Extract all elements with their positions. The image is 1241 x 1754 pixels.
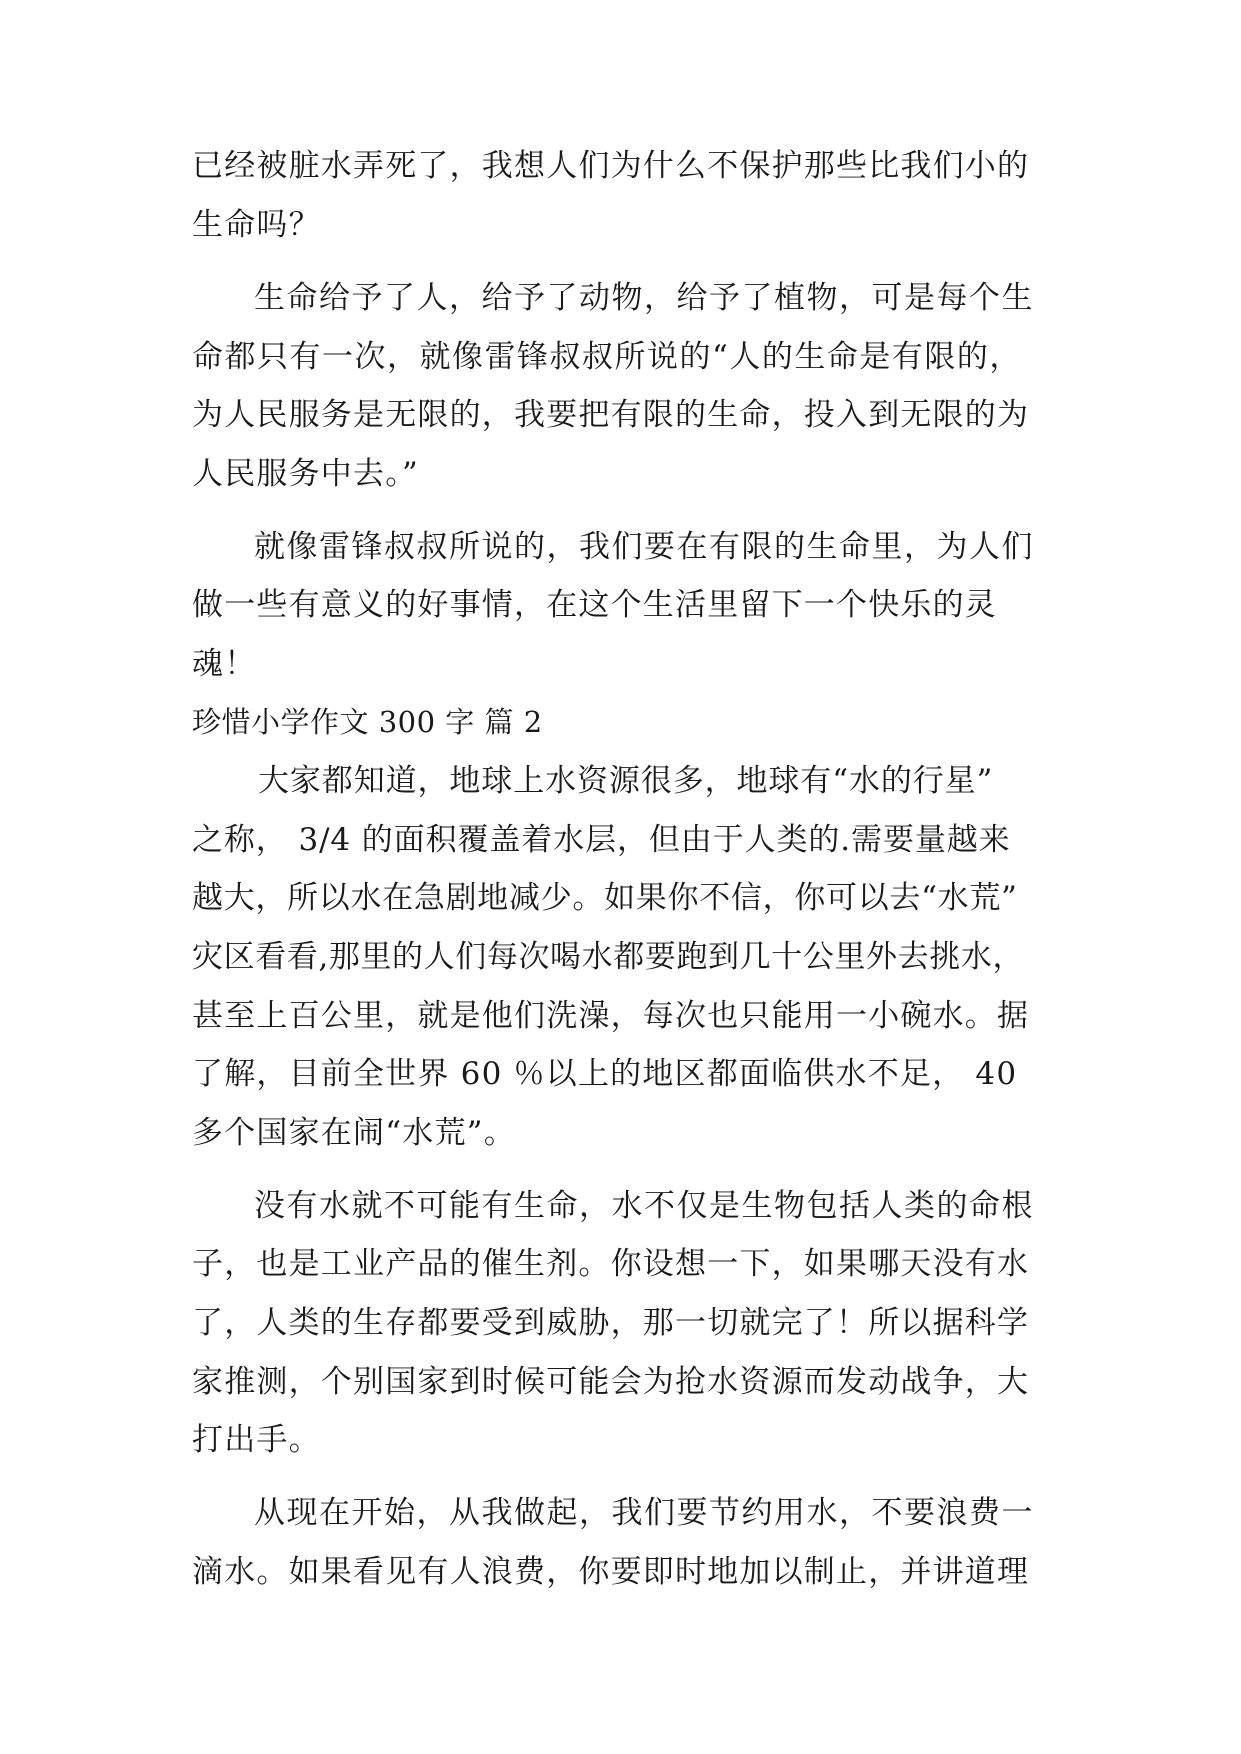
text-line: 没有水就不可能有生命，水不仅是生物包括人类的命根 — [254, 1188, 1034, 1224]
text-line: 魂！ — [192, 646, 257, 682]
text-line: 生命给予了人，给予了动物，给予了植物，可是每个生 — [254, 280, 1034, 316]
text-line: 越大，所以水在急剧地减少。如果你不信，你可以去“水荒” — [192, 880, 1018, 916]
text-line: 人民服务中去。” — [192, 456, 419, 492]
text-line: 多个国家在闹“水荒”。 — [192, 1115, 516, 1151]
text-line: 命都只有一次，就像雷锋叔叔所说的“人的生命是有限的， — [192, 339, 1022, 375]
text-line: 为人民服务是无限的，我要把有限的生命，投入到无限的为 — [192, 397, 1030, 433]
text-line: 从现在开始，从我做起，我们要节约用水，不要浪费一 — [254, 1495, 1034, 1531]
section-heading: 珍惜小学作文 300 字 篇 2 — [192, 705, 543, 739]
text-line: 就像雷锋叔叔所说的，我们要在有限的生命里，为人们 — [254, 529, 1034, 565]
text-line: 生命吗？ — [192, 207, 321, 243]
text-line: 大家都知道，地球上水资源很多，地球有“水的行星” — [258, 763, 994, 799]
text-line: 已经被脏水弄死了，我想人们为什么不保护那些比我们小的 — [192, 148, 1030, 184]
text-line: 之称， 3/4 的面积覆盖着水层，但由于人类的.需要量越来 — [192, 822, 1011, 858]
text-line: 灾区看看,那里的人们每次喝水都要跑到几十公里外去挑水， — [192, 939, 1025, 975]
text-line: 了，人类的生存都要受到威胁，那一切就完了！所以据科学 — [192, 1305, 1030, 1341]
text-line: 家推测，个别国家到时候可能会为抢水资源而发动战争，大 — [192, 1364, 1030, 1400]
text-line: 滴水。如果看见有人浪费，你要即时地加以制止，并讲道理 — [192, 1554, 1030, 1590]
text-line: 子，也是工业产品的催生剂。你设想一下，如果哪天没有水 — [192, 1246, 1030, 1282]
text-line: 打出手。 — [192, 1422, 321, 1458]
text-line: 了解，目前全世界 60 ％以上的地区都面临供水不足， 40 — [192, 1056, 1018, 1092]
text-line: 做一些有意义的好事情，在这个生活里留下一个快乐的灵 — [192, 587, 997, 623]
text-line: 甚至上百公里，就是他们洗澡，每次也只能用一小碗水。据 — [192, 998, 1030, 1034]
